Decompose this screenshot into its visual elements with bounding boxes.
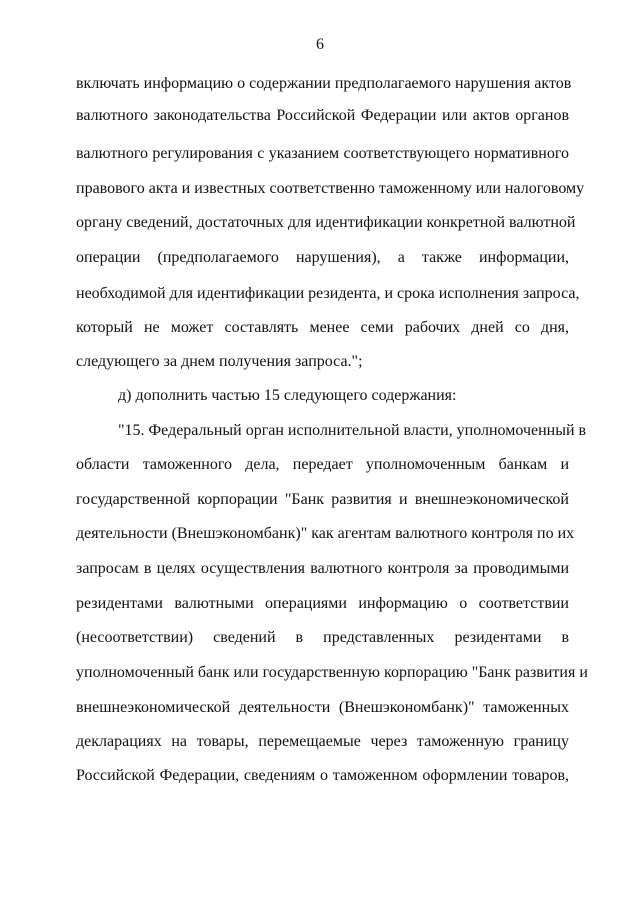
- text-line: декларациях на товары, перемещаемые через таможенную границу: [76, 733, 569, 750]
- text-line: деятельности (Внешэкономбанк)" как агентам валютного контроля по их: [76, 525, 575, 542]
- text-line: области таможенного дела, передает уполномоченным банкам и: [76, 456, 569, 473]
- text-line: валютного регулирования с указанием соответствующего нормативного: [76, 145, 569, 162]
- text-line: запросам в целях осуществления валютного контроля за проводимыми: [76, 560, 569, 577]
- text-line: уполномоченный банк или государственную корпорацию "Банк развития и: [76, 664, 588, 681]
- text-line: включать информацию о содержании предполагаемого нарушения актов: [76, 75, 572, 92]
- text-line: (несоответствии) сведений в представленных резидентами в: [76, 629, 569, 646]
- text-line: правового акта и известных соответственно таможенному или налоговому: [76, 180, 585, 197]
- text-line: государственной корпорации "Банк развития и внешнеэкономической: [76, 491, 569, 508]
- text-line: следующего за днем получения запроса.";: [76, 353, 363, 370]
- text-line: который не может составлять менее семи рабочих дней со дня,: [76, 319, 569, 336]
- text-line: "15. Федеральный орган исполнительной власти, уполномоченный в: [118, 422, 587, 439]
- text-line: необходимой для идентификации резидента, и срока исполнения запроса,: [76, 285, 580, 302]
- text-line: резидентами валютными операциями информацию о соответствии: [76, 595, 569, 612]
- text-line: органу сведений, достаточных для идентификации конкретной валютной: [76, 214, 576, 231]
- text-line: д) дополнить частью 15 следующего содержания:: [118, 387, 457, 404]
- text-line: внешнеэкономической деятельности (Внешэкономбанк)" таможенных: [76, 699, 569, 716]
- text-line: Российской Федерации, сведениям о таможенном оформлении товаров,: [76, 767, 569, 784]
- page-number: 6: [316, 36, 324, 53]
- text-line: операции (предполагаемого нарушения), а также информации,: [76, 249, 569, 266]
- text-line: валютного законодательства Российской Федерации или актов органов: [76, 107, 569, 124]
